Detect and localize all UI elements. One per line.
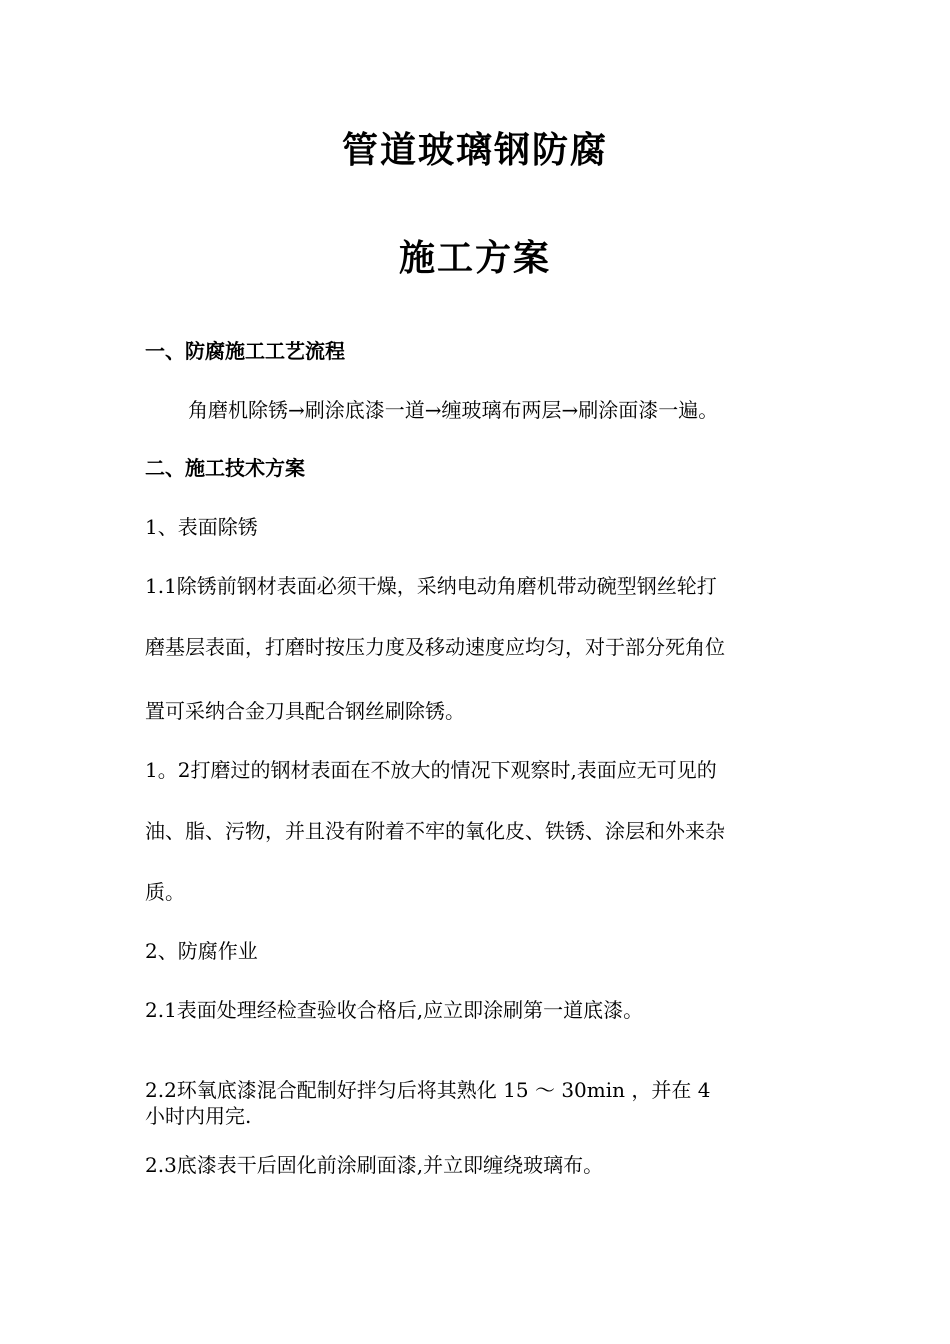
paragraph-1-2-line-3: 质。 [145,880,185,904]
subsection-2-title: 2、防腐作业 [145,939,258,963]
paragraph-2-2-line-2: 小时内用完. [145,1104,252,1128]
paragraph-1-1-line-3: 置可采纳合金刀具配合钢丝刷除锈。 [145,699,465,723]
subsection-1-title: 1、表面除锈 [145,515,258,539]
document-title-line-2: 施工方案 [398,237,551,279]
paragraph-2-2-line-1: 2.2环氧底漆混合配制好拌匀后将其熟化 15 ～ 30min ，并在 4 [145,1078,711,1102]
paragraph-1-2-line-1: 1。2打磨过的钢材表面在不放大的情况下观察时,表面应无可见的 [145,758,717,782]
section-1-heading: 一、防腐施工工艺流程 [145,339,345,363]
section-2-heading: 二、施工技术方案 [145,456,305,480]
document-title-line-1: 管道玻璃钢防腐 [341,129,608,171]
paragraph-1-2-line-2: 油、脂、污物，并且没有附着不牢的氧化皮、铁锈、涂层和外来杂 [145,819,725,843]
paragraph-1-1-line-1: 1.1除锈前钢材表面必须干燥，采纳电动角磨机带动碗型钢丝轮打 [145,574,717,598]
paragraph-1-1-line-2: 磨基层表面，打磨时按压力度及移动速度应均匀，对于部分死角位 [145,635,725,659]
process-flow-text: 角磨机除锈→刷涂底漆一道→缠玻璃布两层→刷涂面漆一遍。 [188,398,719,422]
paragraph-2-1: 2.1表面处理经检查验收合格后,应立即涂刷第一道底漆。 [145,998,644,1022]
paragraph-2-3: 2.3底漆表干后固化前涂刷面漆,并立即缠绕玻璃布。 [145,1153,604,1177]
